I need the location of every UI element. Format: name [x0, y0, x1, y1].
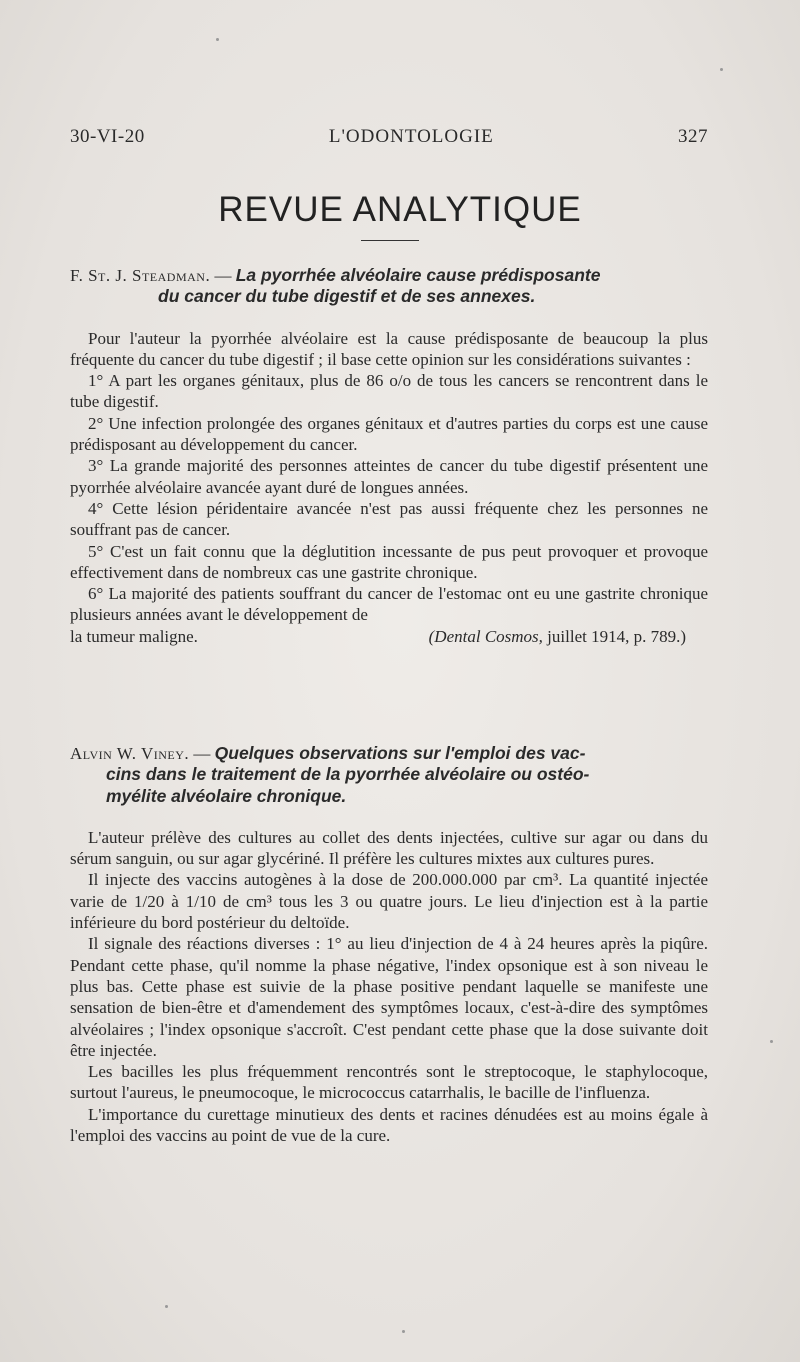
section-title: REVUE ANALYTIQUE [218, 190, 582, 229]
paper-speck [770, 1040, 773, 1043]
article-2-paragraph-4: Les bacilles les plus fréquemment rencontrés sont le streptocoque, le staphylocoque, surtout l'aureus, le pneumocoque, le micrococcus catarrhalis, le bacille de l'influenza. [70, 1062, 708, 1103]
running-header [70, 126, 708, 148]
header-journal-name: L'ODONTOLOGIE [328, 126, 494, 147]
article-2-dash: — [189, 744, 215, 763]
article-1-last-line: la tumeur maligne. [70, 626, 198, 646]
page-number: 327 [678, 126, 708, 147]
article-1-point-5: 5° C'est un fait connu que la déglutition incessante de pus peut provoquer et provoque effectivement dans de nombreux cas une gastrite chronique. [70, 541, 708, 582]
article-2-author: Alvin W. Viney. [70, 744, 190, 763]
article-2-title-line1: Quelques observations sur l'emploi des vac- [214, 743, 586, 763]
article-1-point-6: 6° La majorité des patients souffrant du cancer de l'estomac ont eu une gastrite chronique plusieurs années avant le développement de [70, 584, 708, 625]
article-1-title-line2: du cancer du tube digestif et de ses annexes. [158, 286, 536, 307]
article-1 [70, 265, 708, 647]
article-2-paragraph-5: L'importance du curettage minutieux des dents et racines dénudées est au moins égale à l'emploi des vaccins au point de vue de la cure. [70, 1104, 708, 1146]
header-date: 30-VI-20 [70, 126, 145, 147]
title-rule [361, 240, 419, 241]
paper-speck [165, 1305, 168, 1308]
article-2-heading [70, 743, 708, 764]
citation-source: (Dental Cosmos, [428, 626, 543, 646]
article-2-paragraph-3: Il signale des réactions diverses : 1° au lieu d'injection de 4 à 24 heures après la piqûre. Pendant cette phase, qu'il nomme la phase négative, l'index opsonique est à son niveau le plus bas. Cette phase est suivie de la phase positive pendant laquelle se manifeste une sensation de bien-être et d'amendement des symptômes locaux, c'est-à-dire des symptômes alvéolaires ; l'index opsonique s'accroît. C'est pendant cette phase que la dose suivante doit être injectée. [70, 934, 708, 1060]
article-1-point-4: 4° Cette lésion péridentaire avancée n'est pas aussi fréquente chez les personnes ne souffrant pas de cancer. [70, 498, 708, 540]
article-1-title-line1: La pyorrhée alvéolaire cause prédisposante [235, 265, 601, 285]
paper-speck [402, 1330, 405, 1333]
citation-rest: juillet 1914, p. 789.) [542, 626, 686, 646]
article-1-intro: Pour l'auteur la pyorrhée alvéolaire est la cause prédisposante de beaucoup la plus fréquente du cancer du tube digestif ; il base cette opinion sur les considérations suivantes : [70, 328, 708, 369]
article-1-citation [429, 626, 686, 647]
article-1-point-2: 2° Une infection prolongée des organes génitaux et d'autres parties du corps est une cause prédisposant au développement du cancer. [70, 413, 708, 455]
article-2-title-line2-row [70, 764, 708, 785]
article-2-title-line3-row [70, 786, 708, 807]
article-2-paragraph-2: Il injecte des vaccins autogènes à la dose de 200.000.000 par cm³. La quantité injectée varie de 1/20 à 1/10 de cm³ tous les 3 ou quatre jours. Le lieu d'injection est à la partie inférieure du bord postérieur du deltoïde. [70, 870, 708, 933]
article-2-title-line3: myélite alvéolaire chronique. [106, 785, 347, 806]
article-2-paragraph-1: L'auteur prélève des cultures au collet des dents injectées, cultive sur agar ou dans du sérum sanguin, ou sur agar glycériné. Il préfère les cultures mixtes aux cultures pures. [70, 827, 708, 869]
article-1-citation-row [70, 626, 708, 647]
article-2-title-line2: cins dans le traitement de la pyorrhée alvéolaire ou ostéo- [106, 764, 590, 785]
paper-speck [720, 68, 723, 71]
article-1-title-line2-row [70, 286, 708, 307]
article-1-point-1: 1° A part les organes génitaux, plus de 86 o/o de tous les cancers se rencontrent dans le tube digestif. [70, 371, 708, 412]
article-1-dash: — [210, 266, 236, 285]
article-1-heading [70, 265, 708, 286]
paper-speck [216, 38, 219, 41]
article-1-point-3: 3° La grande majorité des personnes atteintes de cancer du tube digestif présentent une pyorrhée alvéolaire avancée ayant duré de longues années. [70, 456, 708, 497]
article-1-author: F. St. J. Steadman. [70, 266, 211, 285]
article-2 [70, 743, 708, 1146]
